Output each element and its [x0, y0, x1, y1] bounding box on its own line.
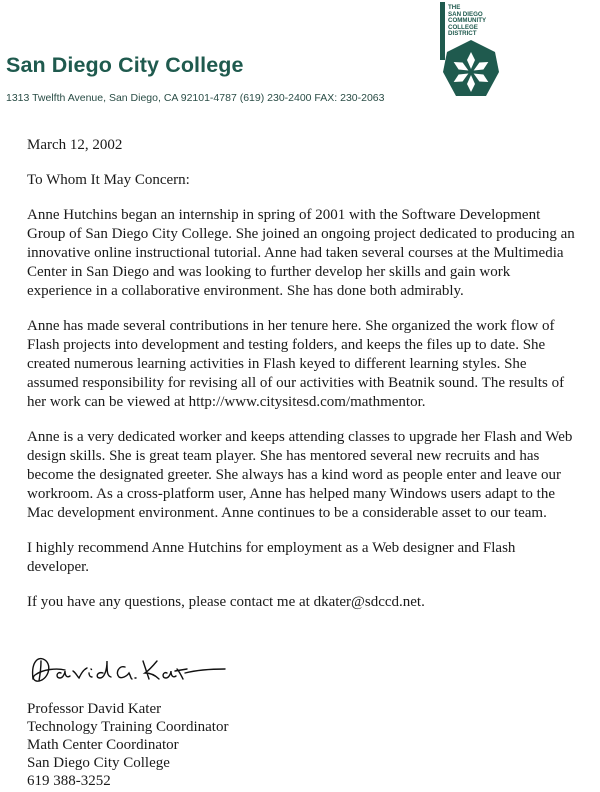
- paragraph: Anne has made several contributions in her tenure here. She organized the work flow of Flash projects into development and testing folders, and keeps the files up to date. She created numerous learning activities in Flash keyed to different learning styles. She assumed responsibility for revising all of our activities with Beatnik sound. The results of her work can be viewed at http://www.citysitesd.com/mathmentor.: [27, 318, 565, 410]
- district-logo-text: [448, 5, 502, 38]
- signer-title: Math Center Coordinator: [27, 737, 179, 753]
- closing-block: [27, 700, 228, 790]
- logo-line: COLLEGE: [448, 23, 478, 31]
- paragraph: I highly recommend Anne Hutchins for employment as a Web designer and Flash developer.: [27, 540, 516, 575]
- paragraph: Anne Hutchins began an internship in spring of 2001 with the Software Development Group of San Diego City College. She joined an ongoing project dedicated to producing an innovative online instructional tutorial. Anne had taken several courses at the Multimedia Center in San Diego and was looking to further develop her skills and gain work experience in a collaborative environment. She has done both admirably.: [27, 207, 575, 299]
- logo-line: THE: [448, 4, 461, 11]
- signer-title: Technology Training Coordinator: [27, 719, 229, 735]
- college-address: 1313 Twelfth Avenue, San Diego, CA 92101-4787 (619) 230-2400 FAX: 230-2063: [6, 92, 385, 104]
- salutation: To Whom It May Concern:: [27, 172, 190, 188]
- letter-date: March 12, 2002: [27, 137, 123, 153]
- letter-body: [27, 136, 575, 628]
- logo-line: SAN DIEGO: [448, 10, 483, 18]
- district-logo: [440, 2, 502, 102]
- paragraph: If you have any questions, please contact me at dkater@sdccd.net.: [27, 594, 425, 610]
- logo-line: DISTRICT: [448, 30, 477, 38]
- signer-institution: San Diego City College: [27, 755, 170, 771]
- paragraph: Anne is a very dedicated worker and keeps attending classes to upgrade her Flash and Web design skills. She is great team player. She has mentored several new recruits and has become the designated greeter. She always has a kind word as people enter and leave our workroom. As a cross-platform user, Anne has helped many Windows users adapt to the Mac development environment. Anne continues to be a considerable asset to our team.: [27, 429, 573, 521]
- signer-name: Professor David Kater: [27, 701, 162, 717]
- logo-line: COMMUNITY: [448, 17, 487, 25]
- handwritten-signature: [27, 651, 227, 691]
- college-name: San Diego City College: [6, 53, 244, 77]
- signer-phone: 619 388-3252: [27, 773, 111, 789]
